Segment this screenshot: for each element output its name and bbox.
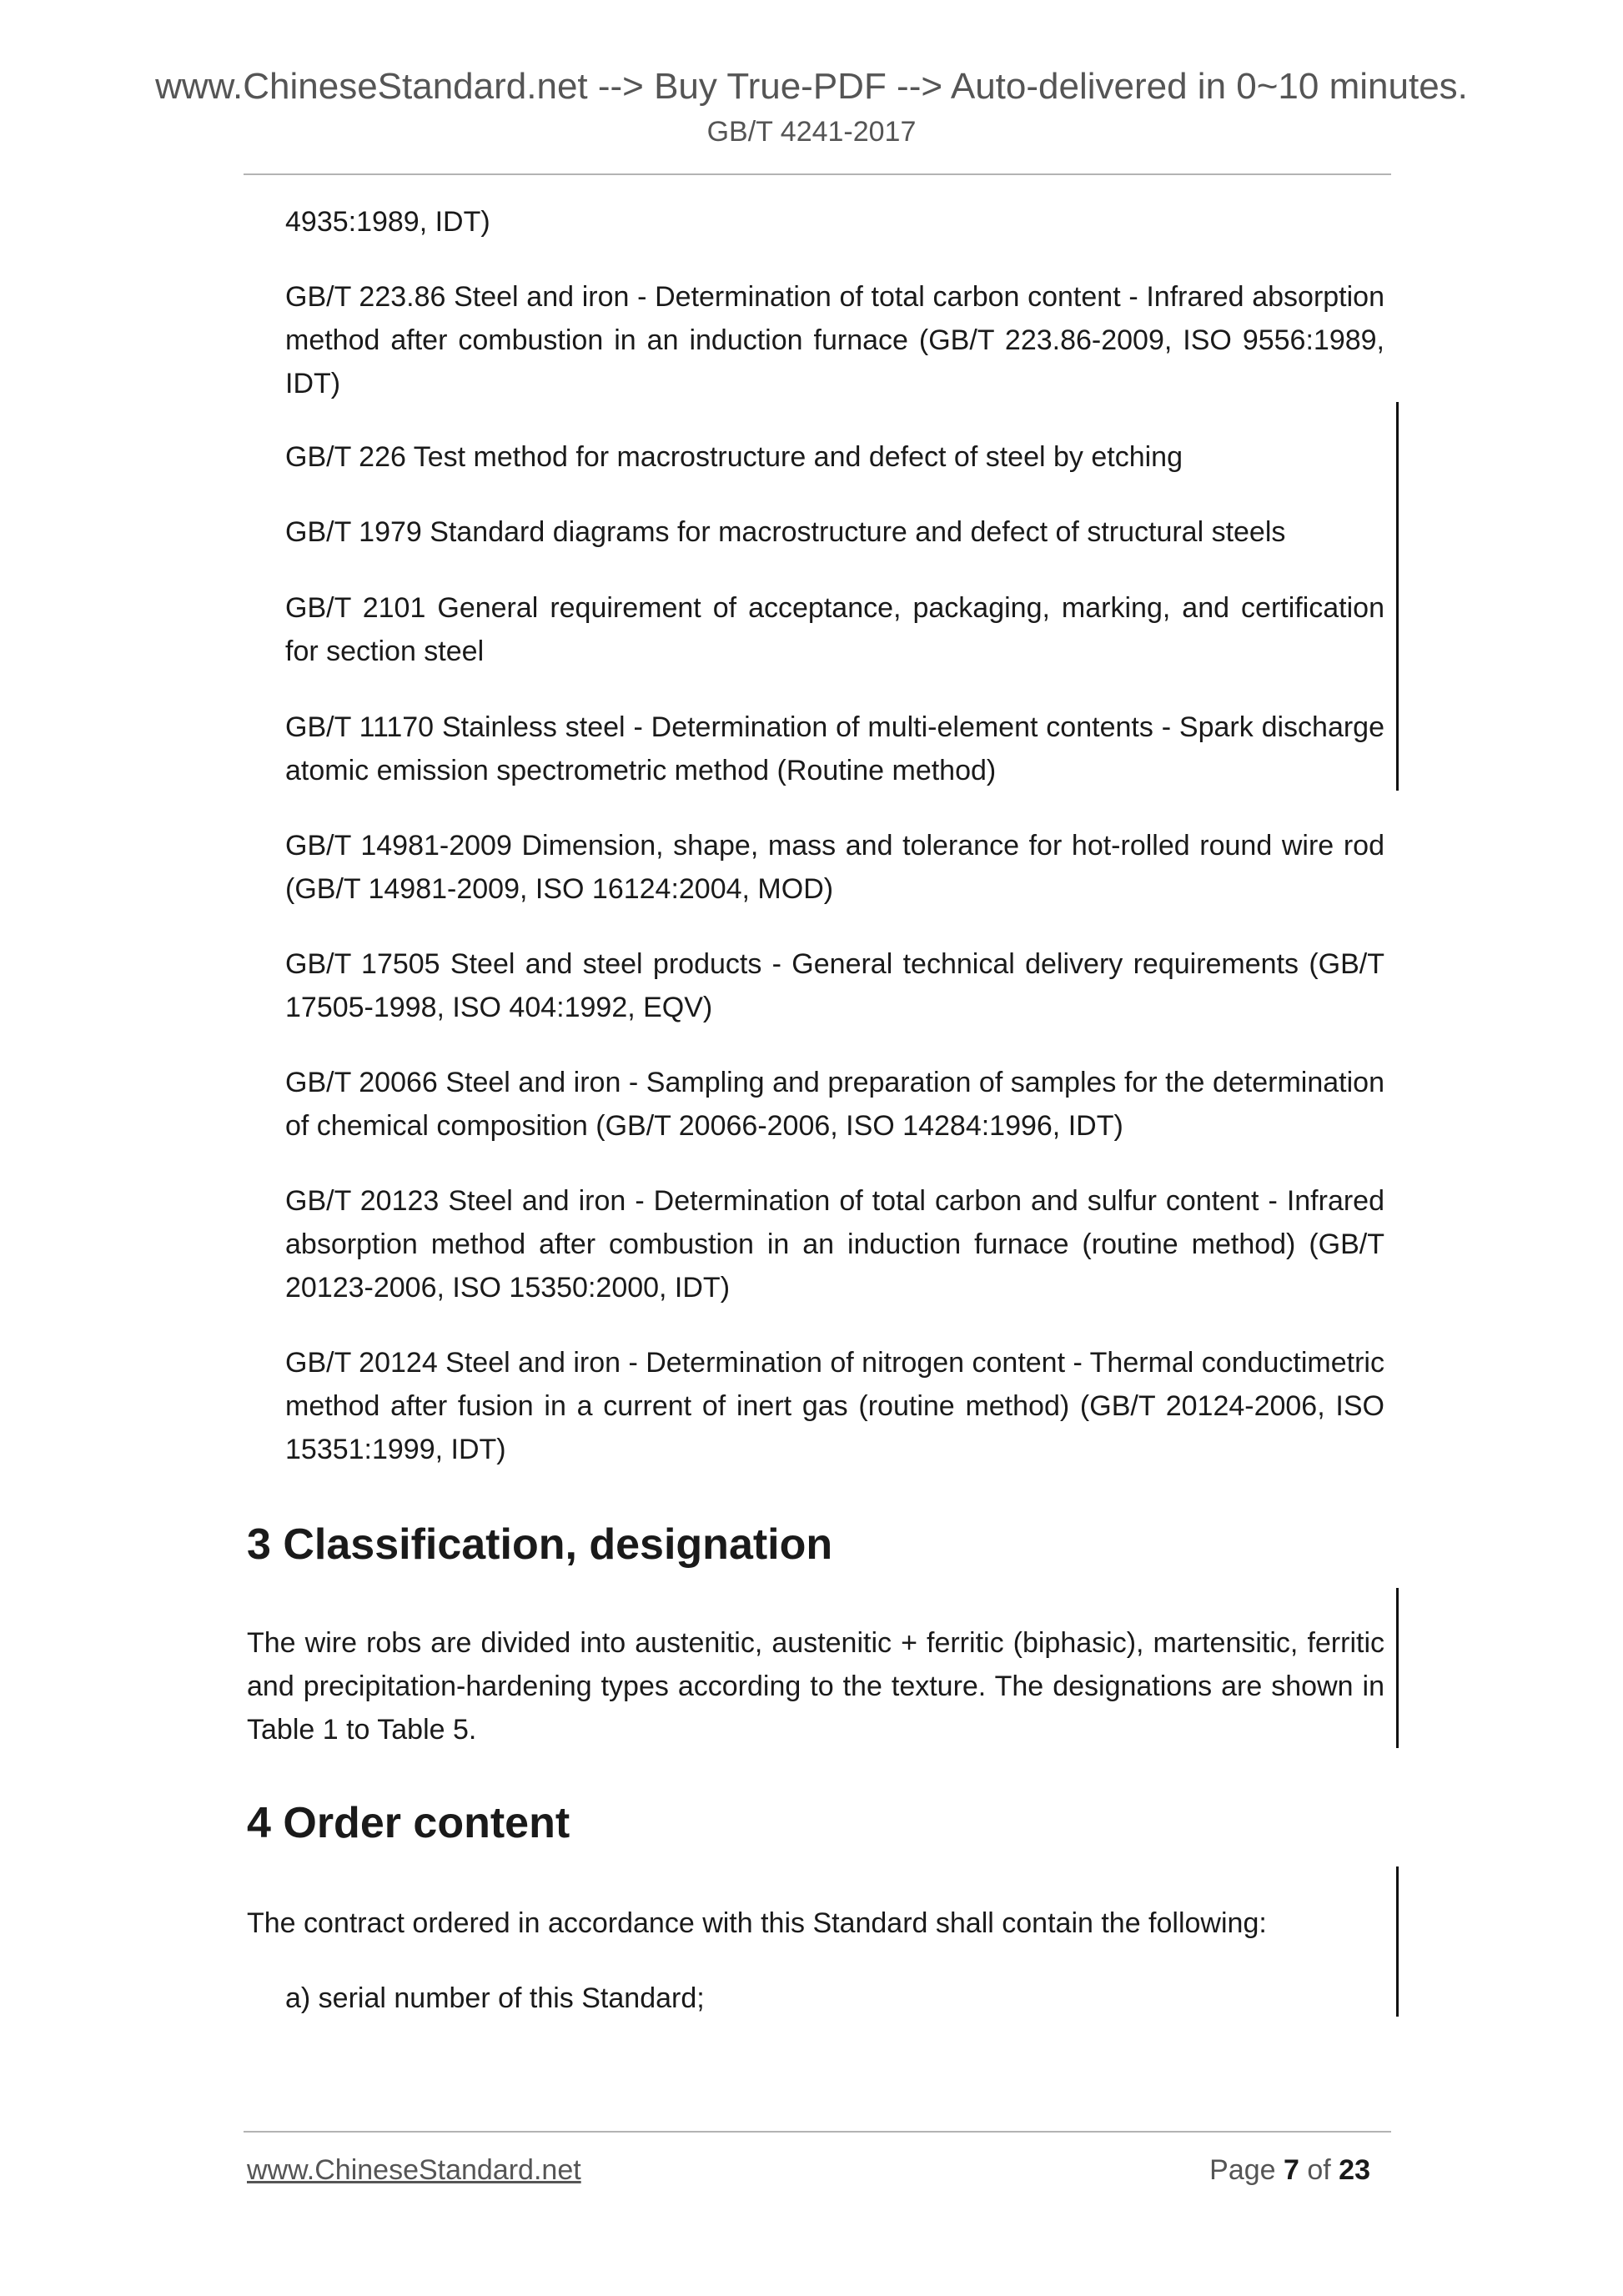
page-prefix: Page xyxy=(1209,2154,1284,2186)
page-total: 23 xyxy=(1339,2154,1370,2186)
reference-item: GB/T 2101 General requirement of acceptance, packaging, marking, and certification for section steel xyxy=(285,592,1384,667)
page-current: 7 xyxy=(1284,2154,1299,2186)
reference-item: GB/T 20124 Steel and iron - Determination of nitrogen content - Thermal conductimetric method after fusion in a current of inert gas (routine method) (GB/T 20124-2006, ISO 15351:1999, IDT) xyxy=(285,1347,1384,1465)
header-divider xyxy=(244,173,1391,175)
reference-item: 4935:1989, IDT) xyxy=(285,206,490,238)
section-3-heading: 3 Classification, designation xyxy=(247,1520,833,1569)
section-4-heading: 4 Order content xyxy=(247,1799,570,1847)
footer-website-link[interactable]: www.ChineseStandard.net xyxy=(247,2154,581,2186)
list-item-a: a) serial number of this Standard; xyxy=(285,1982,705,2014)
header-standard-number: GB/T 4241-2017 xyxy=(706,116,917,148)
change-bar xyxy=(1396,402,1399,791)
reference-item: GB/T 20066 Steel and iron - Sampling and preparation of samples for the determination of chemical composition (GB/T 20066-2006, ISO 14284:1996, IDT) xyxy=(285,1067,1384,1142)
change-bar xyxy=(1396,1866,1399,2017)
reference-item: GB/T 14981-2009 Dimension, shape, mass and tolerance for hot-rolled round wire rod (GB/T 14981-2009, ISO 16124:2004, MOD) xyxy=(285,830,1384,905)
page-mid: of xyxy=(1299,2154,1339,2186)
footer-divider xyxy=(244,2131,1391,2133)
page-indicator xyxy=(1209,2150,1370,2190)
section-4-text: The contract ordered in accordance with this Standard shall contain the following: xyxy=(247,1907,1267,1939)
reference-item: GB/T 11170 Stainless steel - Determination of multi-element contents - Spark discharge atomic emission spectrometric method (Routine method) xyxy=(285,711,1384,786)
section-3-text: The wire robs are divided into austenitic, austenitic + ferritic (biphasic), martensitic, ferritic and precipitation-hardening types according to the texture. The designations are shown in Table 1 to Table 5. xyxy=(247,1627,1384,1746)
reference-item: GB/T 17505 Steel and steel products - General technical delivery requirements (GB/T 17505-1998, ISO 404:1992, EQV) xyxy=(285,948,1384,1023)
reference-item: GB/T 223.86 Steel and iron - Determination of total carbon content - Infrared absorption method after combustion in an induction furnace (GB/T 223.86-2009, ISO 9556:1989, IDT) xyxy=(285,281,1384,399)
reference-item: GB/T 20123 Steel and iron - Determination of total carbon and sulfur content - Infrared absorption method after combustion in an induction furnace (routine method) (GB/T 20123-2006, ISO 15350:2000, IDT) xyxy=(285,1185,1384,1304)
reference-item: GB/T 226 Test method for macrostructure and defect of steel by etching xyxy=(285,441,1183,473)
reference-item: GB/T 1979 Standard diagrams for macrostructure and defect of structural steels xyxy=(285,516,1286,548)
change-bar xyxy=(1396,1588,1399,1748)
header-title: www.ChineseStandard.net --> Buy True-PDF --> Auto-delivered in 0~10 minutes. xyxy=(155,66,1468,107)
